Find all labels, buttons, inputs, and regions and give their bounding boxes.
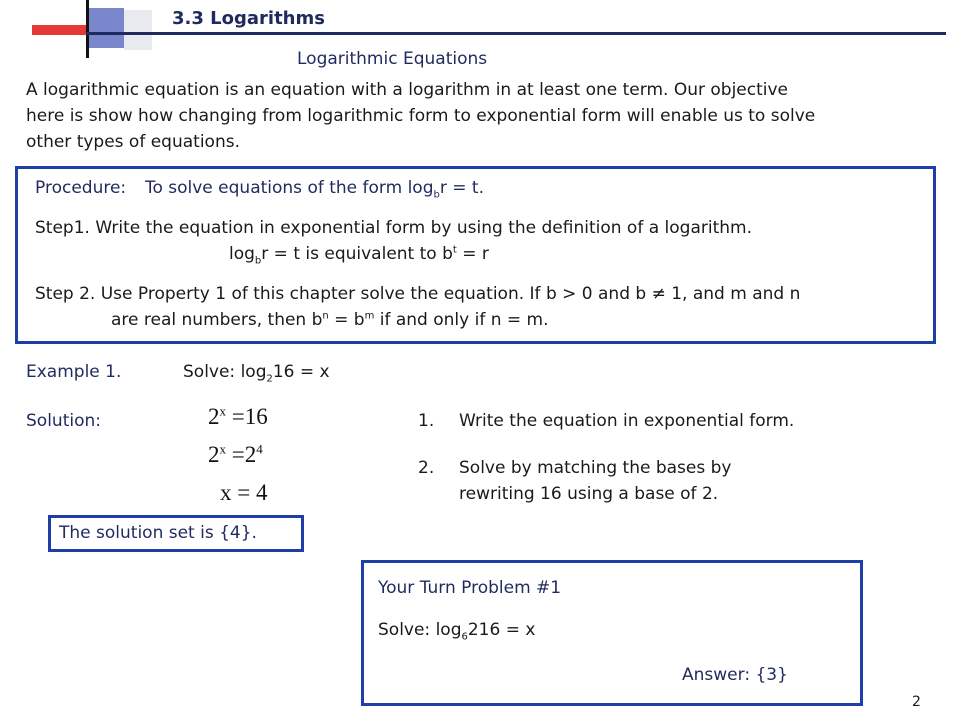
procedure-text-prefix: To solve equations of the form log	[144, 178, 434, 198]
your-turn-solve-prefix: Solve: log	[378, 620, 462, 640]
math-l2-exp2: 4	[256, 441, 263, 457]
step2-part-b: = b	[328, 310, 365, 330]
example-sub-2: 2	[266, 373, 273, 385]
intro-line-2: here is show how changing from logarithmic form to exponential form will enable us to solve	[26, 106, 816, 126]
example-problem	[183, 362, 330, 385]
your-turn-title: Your Turn Problem #1	[378, 578, 562, 598]
header-rule	[86, 32, 946, 35]
your-turn-solve-suffix: 216 = x	[467, 620, 536, 640]
example-label: Example 1.	[26, 362, 122, 382]
step-1-text: Write the equation in exponential form.	[459, 411, 795, 431]
your-turn-problem	[378, 620, 536, 643]
step1-sup-t: t	[452, 244, 457, 256]
math-l1-exp: x	[219, 403, 226, 419]
math-l2-base: 2	[208, 442, 220, 467]
grey-square	[124, 10, 152, 50]
math-l1-rhs: =16	[231, 404, 268, 429]
step-1-number: 1.	[418, 411, 435, 431]
header-decoration	[28, 0, 138, 60]
procedure-text-suffix: r = t.	[439, 178, 484, 198]
math-line-1	[208, 404, 268, 430]
step-2-text-2: rewriting 16 using a base of 2.	[459, 484, 719, 504]
step2-part-c: if and only if n = m.	[374, 310, 549, 330]
math-line-2	[208, 442, 263, 468]
step1-line: Step1. Write the equation in exponential form by using the definition of a logarithm.	[35, 218, 752, 238]
section-title: 3.3 Logarithms	[172, 8, 325, 29]
step2-sup-m: m	[364, 310, 375, 322]
intro-line-3: other types of equations.	[26, 132, 240, 152]
your-turn-answer: Answer: {3}	[682, 665, 788, 685]
step1-formula	[229, 244, 489, 267]
step1-end: = r	[456, 244, 489, 264]
step2-sup-n: n	[322, 310, 329, 322]
step1-sub-b: b	[254, 255, 262, 267]
step1-log: log	[229, 244, 255, 264]
blue-square	[88, 8, 124, 48]
vertical-line	[86, 0, 89, 58]
example-solve-suffix: 16 = x	[272, 362, 330, 382]
math-line-3: x = 4	[220, 480, 268, 505]
step2-line-2	[111, 310, 549, 330]
procedure-label: Procedure:	[35, 178, 127, 198]
step-2-text: Solve by matching the bases by	[459, 458, 732, 478]
step1-mid: r = t is equivalent to b	[261, 244, 453, 264]
intro-line-1: A logarithmic equation is an equation with a logarithm in at least one term. Our objective	[26, 80, 789, 100]
math-l2-eq: =2	[231, 442, 257, 467]
math-l2-exp: x	[219, 441, 226, 457]
step2-line: Step 2. Use Property 1 of this chapter solve the equation. If b > 0 and b ≠ 1, and m and n	[35, 284, 801, 304]
solution-label: Solution:	[26, 411, 101, 431]
page-subtitle: Logarithmic Equations	[297, 49, 488, 69]
procedure-heading	[35, 178, 484, 201]
step-2-number: 2.	[418, 458, 435, 478]
example-solve-prefix: Solve: log	[183, 362, 267, 382]
page-number: 2	[912, 694, 921, 710]
math-l1-base: 2	[208, 404, 220, 429]
solution-set-text: The solution set is {4}.	[59, 523, 257, 543]
step2-part-a: are real numbers, then b	[111, 310, 323, 330]
your-turn-sub-6: 6	[461, 631, 468, 643]
procedure-sub-b: b	[433, 189, 440, 201]
